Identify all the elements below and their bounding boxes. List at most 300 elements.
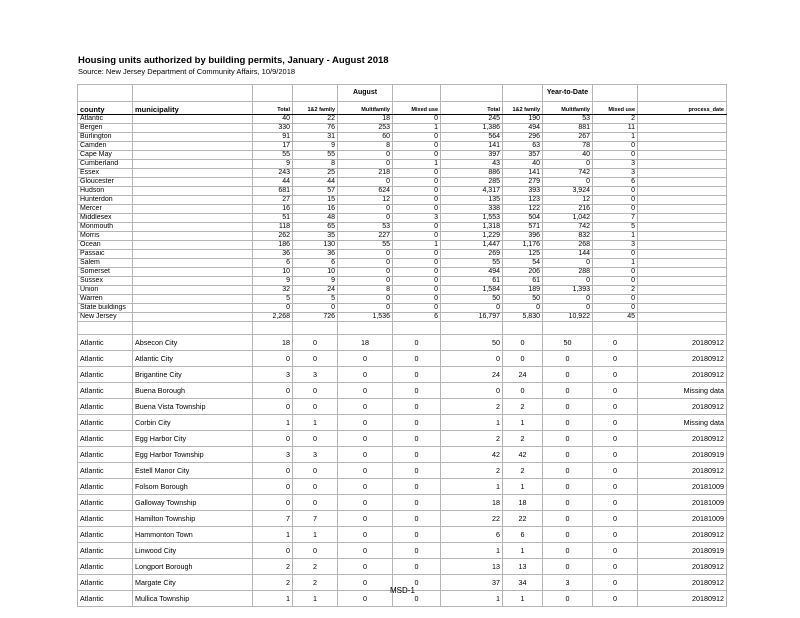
county-cell: Atlantic bbox=[78, 559, 133, 575]
county-cell: Atlantic bbox=[78, 367, 133, 383]
value-cell: 0 bbox=[393, 259, 441, 268]
value-cell: 0 bbox=[293, 304, 338, 313]
process-date-cell bbox=[638, 259, 727, 268]
county-cell: Burlington bbox=[78, 133, 133, 142]
county-summary-row bbox=[78, 160, 727, 169]
value-cell: 50 bbox=[543, 335, 593, 351]
value-cell: 0 bbox=[393, 115, 441, 124]
value-cell: 396 bbox=[503, 232, 543, 241]
col-process-date: process_date bbox=[638, 102, 727, 115]
value-cell: 0 bbox=[393, 335, 441, 351]
value-cell: 0 bbox=[393, 479, 441, 495]
county-cell: Atlantic bbox=[78, 463, 133, 479]
value-cell: 0 bbox=[543, 463, 593, 479]
county-cell: Somerset bbox=[78, 268, 133, 277]
value-cell: 268 bbox=[543, 241, 593, 250]
value-cell: 55 bbox=[253, 151, 293, 160]
value-cell: 3 bbox=[393, 214, 441, 223]
value-cell: 4,317 bbox=[441, 187, 503, 196]
value-cell: 40 bbox=[253, 115, 293, 124]
process-date-cell: 20180912 bbox=[638, 463, 727, 479]
value-cell: 22 bbox=[441, 511, 503, 527]
value-cell: 0 bbox=[338, 575, 393, 591]
value-cell: 0 bbox=[338, 268, 393, 277]
value-cell: 3 bbox=[593, 241, 638, 250]
value-cell: 0 bbox=[393, 232, 441, 241]
value-cell: 0 bbox=[253, 431, 293, 447]
process-date-cell bbox=[638, 196, 727, 205]
value-cell: 0 bbox=[338, 399, 393, 415]
value-cell: 0 bbox=[393, 383, 441, 399]
col-ytd-multifamily: Multifamily bbox=[543, 102, 593, 115]
process-date-cell: 20180919 bbox=[638, 543, 727, 559]
county-cell: Camden bbox=[78, 142, 133, 151]
municipality-row bbox=[78, 495, 727, 511]
value-cell: 0 bbox=[338, 479, 393, 495]
value-cell: 0 bbox=[543, 559, 593, 575]
value-cell: 0 bbox=[543, 351, 593, 367]
value-cell: 31 bbox=[293, 133, 338, 142]
value-cell: 1 bbox=[441, 591, 503, 607]
process-date-cell: 20180912 bbox=[638, 575, 727, 591]
value-cell: 24 bbox=[441, 367, 503, 383]
value-cell: 141 bbox=[503, 169, 543, 178]
value-cell: 2 bbox=[441, 431, 503, 447]
value-cell: 288 bbox=[543, 268, 593, 277]
page-title: Housing units authorized by building permits, January - August 2018 bbox=[78, 55, 389, 66]
municipality-cell: Linwood City bbox=[133, 543, 253, 559]
value-cell: 0 bbox=[393, 431, 441, 447]
county-cell: Atlantic bbox=[78, 511, 133, 527]
municipality-cell: Folsom Borough bbox=[133, 479, 253, 495]
value-cell: 2 bbox=[503, 431, 543, 447]
municipality-row bbox=[78, 383, 727, 399]
value-cell: 37 bbox=[441, 575, 503, 591]
value-cell: 330 bbox=[253, 124, 293, 133]
value-cell: 0 bbox=[543, 367, 593, 383]
value-cell: 0 bbox=[593, 187, 638, 196]
value-cell: 122 bbox=[503, 205, 543, 214]
value-cell: 1 bbox=[503, 479, 543, 495]
value-cell: 886 bbox=[441, 169, 503, 178]
value-cell: 16,797 bbox=[441, 313, 503, 322]
county-summary-row bbox=[78, 124, 727, 133]
value-cell: 0 bbox=[393, 187, 441, 196]
value-cell: 1,447 bbox=[441, 241, 503, 250]
county-cell: Atlantic bbox=[78, 479, 133, 495]
county-cell: Gloucester bbox=[78, 178, 133, 187]
value-cell: 0 bbox=[593, 511, 638, 527]
value-cell: 0 bbox=[543, 591, 593, 607]
value-cell: 1 bbox=[593, 259, 638, 268]
value-cell: 267 bbox=[543, 133, 593, 142]
value-cell: 5 bbox=[593, 223, 638, 232]
empty-cell bbox=[543, 322, 593, 335]
value-cell: 0 bbox=[543, 495, 593, 511]
value-cell: 0 bbox=[393, 178, 441, 187]
value-cell: 9 bbox=[253, 160, 293, 169]
value-cell: 245 bbox=[441, 115, 503, 124]
value-cell: 0 bbox=[338, 250, 393, 259]
value-cell: 0 bbox=[393, 415, 441, 431]
value-cell: 61 bbox=[441, 277, 503, 286]
value-cell: 0 bbox=[253, 351, 293, 367]
value-cell: 0 bbox=[253, 383, 293, 399]
county-cell: Hunterdon bbox=[78, 196, 133, 205]
value-cell: 54 bbox=[503, 259, 543, 268]
value-cell: 0 bbox=[253, 463, 293, 479]
process-date-cell bbox=[638, 313, 727, 322]
value-cell: 0 bbox=[543, 479, 593, 495]
municipality-row bbox=[78, 527, 727, 543]
value-cell: 0 bbox=[293, 463, 338, 479]
value-cell: 0 bbox=[253, 479, 293, 495]
value-cell: 0 bbox=[503, 383, 543, 399]
value-cell: 0 bbox=[543, 415, 593, 431]
municipality-row bbox=[78, 367, 727, 383]
municipality-cell: Hamilton Township bbox=[133, 511, 253, 527]
col-ytd-12family: 1&2 family bbox=[503, 102, 543, 115]
municipality-cell: Longport Borough bbox=[133, 559, 253, 575]
process-date-cell: 20181009 bbox=[638, 511, 727, 527]
county-summary-row bbox=[78, 115, 727, 124]
county-cell: Middlesex bbox=[78, 214, 133, 223]
value-cell: 0 bbox=[338, 259, 393, 268]
value-cell: 0 bbox=[593, 335, 638, 351]
value-cell: 12 bbox=[338, 196, 393, 205]
page-footer-label: MSD-1 bbox=[390, 586, 415, 595]
value-cell: 0 bbox=[593, 277, 638, 286]
municipality-cell: Atlantic City bbox=[133, 351, 253, 367]
municipality-cell bbox=[133, 295, 253, 304]
value-cell: 0 bbox=[393, 133, 441, 142]
municipality-cell bbox=[133, 133, 253, 142]
process-date-cell: 20180912 bbox=[638, 559, 727, 575]
value-cell: 0 bbox=[293, 431, 338, 447]
value-cell: 118 bbox=[253, 223, 293, 232]
value-cell: 0 bbox=[338, 527, 393, 543]
municipality-cell bbox=[133, 304, 253, 313]
value-cell: 0 bbox=[393, 447, 441, 463]
value-cell: 0 bbox=[593, 591, 638, 607]
process-date-cell bbox=[638, 286, 727, 295]
value-cell: 0 bbox=[543, 447, 593, 463]
value-cell: 141 bbox=[441, 142, 503, 151]
value-cell: 0 bbox=[393, 591, 441, 607]
value-cell: 0 bbox=[543, 304, 593, 313]
value-cell: 0 bbox=[593, 196, 638, 205]
process-date-cell: 20180912 bbox=[638, 335, 727, 351]
value-cell: 2 bbox=[441, 399, 503, 415]
county-cell: Morris bbox=[78, 232, 133, 241]
source-note: Source: New Jersey Department of Community Affairs, 10/9/2018 bbox=[78, 67, 296, 76]
value-cell: 1 bbox=[293, 591, 338, 607]
value-cell: 0 bbox=[338, 178, 393, 187]
empty-cell bbox=[503, 322, 543, 335]
value-cell: 0 bbox=[593, 295, 638, 304]
process-date-cell bbox=[638, 295, 727, 304]
value-cell: 742 bbox=[543, 169, 593, 178]
col-municipality: municipality bbox=[133, 102, 253, 115]
process-date-cell: 20181009 bbox=[638, 495, 727, 511]
value-cell: 0 bbox=[593, 447, 638, 463]
municipality-cell: Egg Harbor City bbox=[133, 431, 253, 447]
value-cell: 0 bbox=[593, 543, 638, 559]
value-cell: 24 bbox=[293, 286, 338, 295]
value-cell: 0 bbox=[543, 178, 593, 187]
value-cell: 63 bbox=[503, 142, 543, 151]
value-cell: 34 bbox=[503, 575, 543, 591]
value-cell: 10 bbox=[253, 268, 293, 277]
value-cell: 1 bbox=[441, 415, 503, 431]
value-cell: 51 bbox=[253, 214, 293, 223]
value-cell: 0 bbox=[441, 383, 503, 399]
county-summary-row bbox=[78, 250, 727, 259]
process-date-cell: 20180912 bbox=[638, 399, 727, 415]
county-summary-row bbox=[78, 187, 727, 196]
county-summary-row bbox=[78, 259, 727, 268]
value-cell: 53 bbox=[338, 223, 393, 232]
value-cell: 0 bbox=[543, 383, 593, 399]
municipality-cell bbox=[133, 268, 253, 277]
value-cell: 55 bbox=[293, 151, 338, 160]
value-cell: 0 bbox=[338, 463, 393, 479]
process-date-cell: 20180919 bbox=[638, 447, 727, 463]
municipality-cell bbox=[133, 214, 253, 223]
municipality-row bbox=[78, 447, 727, 463]
value-cell: 0 bbox=[338, 214, 393, 223]
process-date-cell: 20180912 bbox=[638, 591, 727, 607]
value-cell: 0 bbox=[393, 575, 441, 591]
value-cell: 0 bbox=[338, 559, 393, 575]
municipality-cell bbox=[133, 232, 253, 241]
value-cell: 7 bbox=[293, 511, 338, 527]
value-cell: 1 bbox=[593, 133, 638, 142]
county-cell: Union bbox=[78, 286, 133, 295]
county-cell: Mercer bbox=[78, 205, 133, 214]
value-cell: 5,830 bbox=[503, 313, 543, 322]
value-cell: 0 bbox=[593, 351, 638, 367]
municipality-cell bbox=[133, 196, 253, 205]
municipality-cell bbox=[133, 160, 253, 169]
value-cell: 262 bbox=[253, 232, 293, 241]
municipality-cell: Absecon City bbox=[133, 335, 253, 351]
value-cell: 1 bbox=[503, 415, 543, 431]
value-cell: 40 bbox=[543, 151, 593, 160]
value-cell: 1 bbox=[293, 527, 338, 543]
county-summary-row bbox=[78, 277, 727, 286]
value-cell: 0 bbox=[543, 511, 593, 527]
value-cell: 24 bbox=[503, 367, 543, 383]
county-cell: Cumberland bbox=[78, 160, 133, 169]
value-cell: 0 bbox=[543, 277, 593, 286]
value-cell: 0 bbox=[293, 495, 338, 511]
municipality-cell bbox=[133, 205, 253, 214]
value-cell: 0 bbox=[593, 205, 638, 214]
value-cell: 3 bbox=[293, 367, 338, 383]
value-cell: 0 bbox=[393, 268, 441, 277]
value-cell: 0 bbox=[543, 431, 593, 447]
value-cell: 40 bbox=[503, 160, 543, 169]
process-date-cell bbox=[638, 160, 727, 169]
value-cell: 0 bbox=[543, 160, 593, 169]
value-cell: 186 bbox=[253, 241, 293, 250]
value-cell: 0 bbox=[293, 335, 338, 351]
value-cell: 0 bbox=[543, 543, 593, 559]
col-ytd-mixed-use: Mixed use bbox=[593, 102, 638, 115]
value-cell: 43 bbox=[441, 160, 503, 169]
process-date-cell bbox=[638, 232, 727, 241]
municipality-row bbox=[78, 351, 727, 367]
value-cell: 357 bbox=[503, 151, 543, 160]
value-cell: 0 bbox=[593, 463, 638, 479]
value-cell: 130 bbox=[293, 241, 338, 250]
county-cell: Atlantic bbox=[78, 351, 133, 367]
value-cell: 397 bbox=[441, 151, 503, 160]
value-cell: 285 bbox=[441, 178, 503, 187]
value-cell: 44 bbox=[293, 178, 338, 187]
value-cell: 50 bbox=[441, 335, 503, 351]
value-cell: 8 bbox=[293, 160, 338, 169]
value-cell: 125 bbox=[503, 250, 543, 259]
value-cell: 624 bbox=[338, 187, 393, 196]
municipality-cell bbox=[133, 187, 253, 196]
value-cell: 0 bbox=[593, 575, 638, 591]
value-cell: 9 bbox=[253, 277, 293, 286]
county-cell: Ocean bbox=[78, 241, 133, 250]
county-summary-row bbox=[78, 196, 727, 205]
value-cell: 3 bbox=[543, 575, 593, 591]
process-date-cell bbox=[638, 304, 727, 313]
value-cell: 16 bbox=[293, 205, 338, 214]
value-cell: 35 bbox=[293, 232, 338, 241]
value-cell: 55 bbox=[441, 259, 503, 268]
value-cell: 6 bbox=[593, 178, 638, 187]
value-cell: 0 bbox=[593, 250, 638, 259]
process-date-cell bbox=[638, 142, 727, 151]
empty-cell bbox=[593, 322, 638, 335]
county-cell: State buildings bbox=[78, 304, 133, 313]
value-cell: 13 bbox=[503, 559, 543, 575]
process-date-cell bbox=[638, 205, 727, 214]
value-cell: 2 bbox=[253, 559, 293, 575]
municipality-row bbox=[78, 463, 727, 479]
county-cell: Atlantic bbox=[78, 495, 133, 511]
municipality-row bbox=[78, 431, 727, 447]
value-cell: 1 bbox=[293, 415, 338, 431]
permits-table bbox=[77, 84, 727, 607]
col-aug-total: Total bbox=[253, 102, 293, 115]
value-cell: 0 bbox=[393, 511, 441, 527]
value-cell: 279 bbox=[503, 178, 543, 187]
county-summary-row bbox=[78, 214, 727, 223]
value-cell: 0 bbox=[393, 559, 441, 575]
process-date-cell bbox=[638, 178, 727, 187]
value-cell: 61 bbox=[503, 277, 543, 286]
value-cell: 0 bbox=[593, 383, 638, 399]
value-cell: 0 bbox=[393, 543, 441, 559]
value-cell: 36 bbox=[293, 250, 338, 259]
municipality-cell bbox=[133, 223, 253, 232]
value-cell: 2,268 bbox=[253, 313, 293, 322]
value-cell: 0 bbox=[593, 479, 638, 495]
group-header-row bbox=[78, 85, 727, 102]
value-cell: 0 bbox=[593, 268, 638, 277]
value-cell: 123 bbox=[503, 196, 543, 205]
municipality-cell bbox=[133, 142, 253, 151]
municipality-cell: Buena Borough bbox=[133, 383, 253, 399]
county-cell: Passaic bbox=[78, 250, 133, 259]
municipality-cell bbox=[133, 313, 253, 322]
value-cell: 296 bbox=[503, 133, 543, 142]
county-summary-row bbox=[78, 241, 727, 250]
value-cell: 1,176 bbox=[503, 241, 543, 250]
county-summary-row bbox=[78, 178, 727, 187]
value-cell: 0 bbox=[338, 543, 393, 559]
empty-cell bbox=[253, 322, 293, 335]
value-cell: 0 bbox=[253, 543, 293, 559]
value-cell: 393 bbox=[503, 187, 543, 196]
value-cell: 0 bbox=[593, 415, 638, 431]
spacer-row bbox=[78, 322, 727, 335]
value-cell: 494 bbox=[441, 268, 503, 277]
municipality-cell: Buena Vista Township bbox=[133, 399, 253, 415]
value-cell: 564 bbox=[441, 133, 503, 142]
value-cell: 5 bbox=[253, 295, 293, 304]
value-cell: 504 bbox=[503, 214, 543, 223]
value-cell: 0 bbox=[503, 335, 543, 351]
value-cell: 10,922 bbox=[543, 313, 593, 322]
county-summary-row bbox=[78, 232, 727, 241]
value-cell: 0 bbox=[593, 431, 638, 447]
value-cell: 3 bbox=[593, 160, 638, 169]
value-cell: 45 bbox=[593, 313, 638, 322]
empty-cell bbox=[78, 322, 133, 335]
value-cell: 1,042 bbox=[543, 214, 593, 223]
value-cell: 742 bbox=[543, 223, 593, 232]
value-cell: 0 bbox=[543, 295, 593, 304]
value-cell: 6 bbox=[441, 527, 503, 543]
value-cell: 3,924 bbox=[543, 187, 593, 196]
county-summary-row bbox=[78, 268, 727, 277]
col-aug-12family: 1&2 family bbox=[293, 102, 338, 115]
county-cell: Hudson bbox=[78, 187, 133, 196]
county-summary-row bbox=[78, 295, 727, 304]
county-cell: Atlantic bbox=[78, 591, 133, 607]
value-cell: 1,536 bbox=[338, 313, 393, 322]
municipality-cell bbox=[133, 286, 253, 295]
value-cell: 42 bbox=[503, 447, 543, 463]
value-cell: 18 bbox=[441, 495, 503, 511]
value-cell: 1,584 bbox=[441, 286, 503, 295]
process-date-cell bbox=[638, 115, 727, 124]
value-cell: 6 bbox=[503, 527, 543, 543]
municipality-cell: Galloway Township bbox=[133, 495, 253, 511]
process-date-cell bbox=[638, 223, 727, 232]
value-cell: 0 bbox=[338, 151, 393, 160]
value-cell: 2 bbox=[503, 463, 543, 479]
value-cell: 571 bbox=[503, 223, 543, 232]
col-ytd-total: Total bbox=[441, 102, 503, 115]
county-cell: Monmouth bbox=[78, 223, 133, 232]
value-cell: 681 bbox=[253, 187, 293, 196]
value-cell: 0 bbox=[393, 205, 441, 214]
county-cell: Warren bbox=[78, 295, 133, 304]
value-cell: 0 bbox=[593, 495, 638, 511]
process-date-cell: 20180912 bbox=[638, 527, 727, 543]
value-cell: 338 bbox=[441, 205, 503, 214]
value-cell: 10 bbox=[293, 268, 338, 277]
